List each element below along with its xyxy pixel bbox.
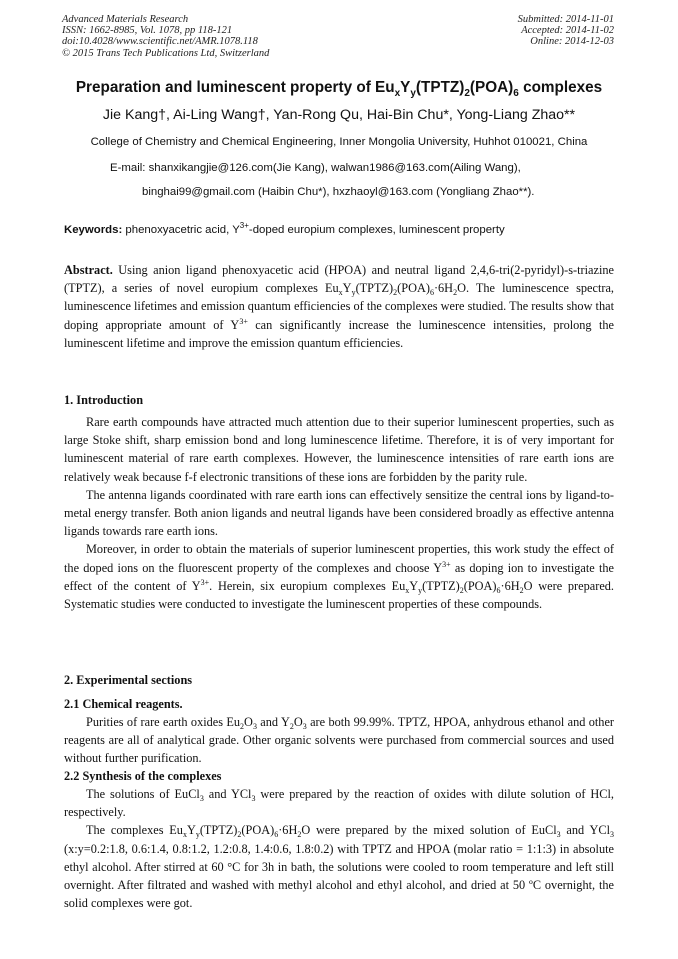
keywords-label: Keywords:	[64, 224, 123, 236]
synth-paragraph-1: The solutions of EuCl$_3$ and YCl$_3$ were prepared by the reaction of oxides with dilute solution of HCl, respectively.	[64, 787, 614, 820]
chemical-reagents-body	[64, 713, 614, 768]
journal-name: Advanced Materials Research	[62, 14, 189, 25]
section-heading-experimental: 2. Experimental sections	[64, 673, 193, 687]
chem-paragraph: Purities of rare earth oxides $Eu_2O_3$ and $Y_2O_3$ are both 99.99%. TPTZ, HPOA, anhydrous ethanol and other reagents are all of analytical grade. Other organic solvents were purchased from commercial sources and used without further purification.	[64, 715, 614, 766]
online-date: Online: 2014-12-03	[530, 36, 614, 48]
author-list: Jie Kang†, Ai-Ling Wang†, Yan-Rong Qu, Hai-Bin Chu*, Yong-Liang Zhao**	[102, 107, 576, 123]
abstract-label: Abstract.	[64, 263, 113, 277]
paper-title: Preparation and luminescent property of $Eu_xY_y(TPTZ)_2(POA)_6$ complexes	[75, 79, 603, 99]
synthesis-body	[64, 785, 614, 912]
section-heading-introduction: 1. Introduction	[64, 393, 144, 407]
accepted-date: Accepted: 2014-11-02	[521, 25, 614, 37]
abstract: Abstract. Using anion ligand phenoxyacetic acid (HPOA) and neutral ligand 2,4,6-tri(2-pyridyl)-s-triazine (TPTZ), a series of novel europium complexes $Eu_xY_y(TPTZ)_2(POA)_6\cdot 6H_2O$. The luminescence spectra, luminescence lifetimes and emission quantum efficiencies of the complexes were studied. The results show that doping appropriate amount of $Y^{3+}$ can significantly increase the luminescence intensities, prolong the luminescent lifetime and improve the emission quantum efficiencies.	[64, 263, 614, 350]
keywords: Keywords: phenoxyacetric acid, $Y^{3+}$-doped europium complexes, luminescent property	[64, 221, 505, 236]
journal-doi: doi:10.4028/www.scientific.net/AMR.1078.118	[62, 36, 258, 48]
subsection-heading-synthesis: 2.2 Synthesis of the complexes	[64, 769, 222, 783]
introduction-body	[64, 413, 614, 613]
email-line-2: binghai99@gmail.com (Haibin Chu*), hxzhaoyl@163.com (Yongliang Zhao**).	[142, 186, 535, 198]
intro-paragraph-1: Rare earth compounds have attracted much attention due to their superior luminescent properties, such as large Stoke shift, sharp emission bond and long luminescence lifetime. Therefore, it is of very important for luminescent material of rare earth complexes. However, the luminescence intensities of rare earth ions are relatively weak because f-f electronic transitions of these ions are forbidden by the parity rule.	[64, 415, 614, 484]
intro-paragraph-3: Moreover, in order to obtain the materials of superior luminescent properties, this work study the effect of the doped ions on the fluorescent property of the complexes and choose $Y^{3+}$ as doping ion to investigate the effect of the content of $Y^{3+}$. Herein, six europium complexes $Eu_xY_y(TPTZ)_2(POA)_6\cdot 6H_2O$ were prepared. Systematic studies were conducted to investigate the luminescent properties of these compounds.	[64, 542, 614, 612]
affiliation: College of Chemistry and Chemical Engineering, Inner Mongolia University, Huhhot 010021, China	[90, 136, 588, 148]
subsection-heading-chemical-reagents: 2.1 Chemical reagents.	[64, 697, 183, 711]
journal-info	[62, 14, 269, 59]
publication-dates	[518, 14, 614, 48]
intro-paragraph-2: The antenna ligands coordinated with rare earth ions can effectively sensitize the central ions by ligand-to-metal energy transfer. Both anion ligands and neutral ligands have been considered broadly as effective antenna ligands towards rare earth ions.	[64, 487, 614, 539]
journal-copyright: © 2015 Trans Tech Publications Ltd, Switzerland	[62, 47, 270, 59]
submitted-date: Submitted: 2014-11-01	[517, 14, 614, 25]
email-line-1: E-mail: shanxikangjie@126.com(Jie Kang), walwan1986@163.com(Ailing Wang),	[110, 162, 521, 174]
synth-paragraph-2: The complexes $Eu_xY_y(TPTZ)_2(POA)_6\cdot 6H_2O$ were prepared by the mixed solution of EuCl$_3$ and YCl$_3$ (x:y=0.2:1.8, 0.6:1.4, 0.8:1.2, 1.2:0.8, 1.4:0.6, 1.8:0.2) with TPTZ and HPOA (molar ratio = 1:1:3) in absolute ethyl alcohol. After stirred at 60 °C for 3h in bath, the solutions were cooled to room temperature and left still overnight. After filtrated and washed with methyl alcohol and ethyl alcohol, and dried at 50 ºC overnight, the solid complexes were got.	[64, 823, 614, 911]
journal-issn: ISSN: 1662-8985, Vol. 1078, pp 118-121	[62, 25, 233, 37]
